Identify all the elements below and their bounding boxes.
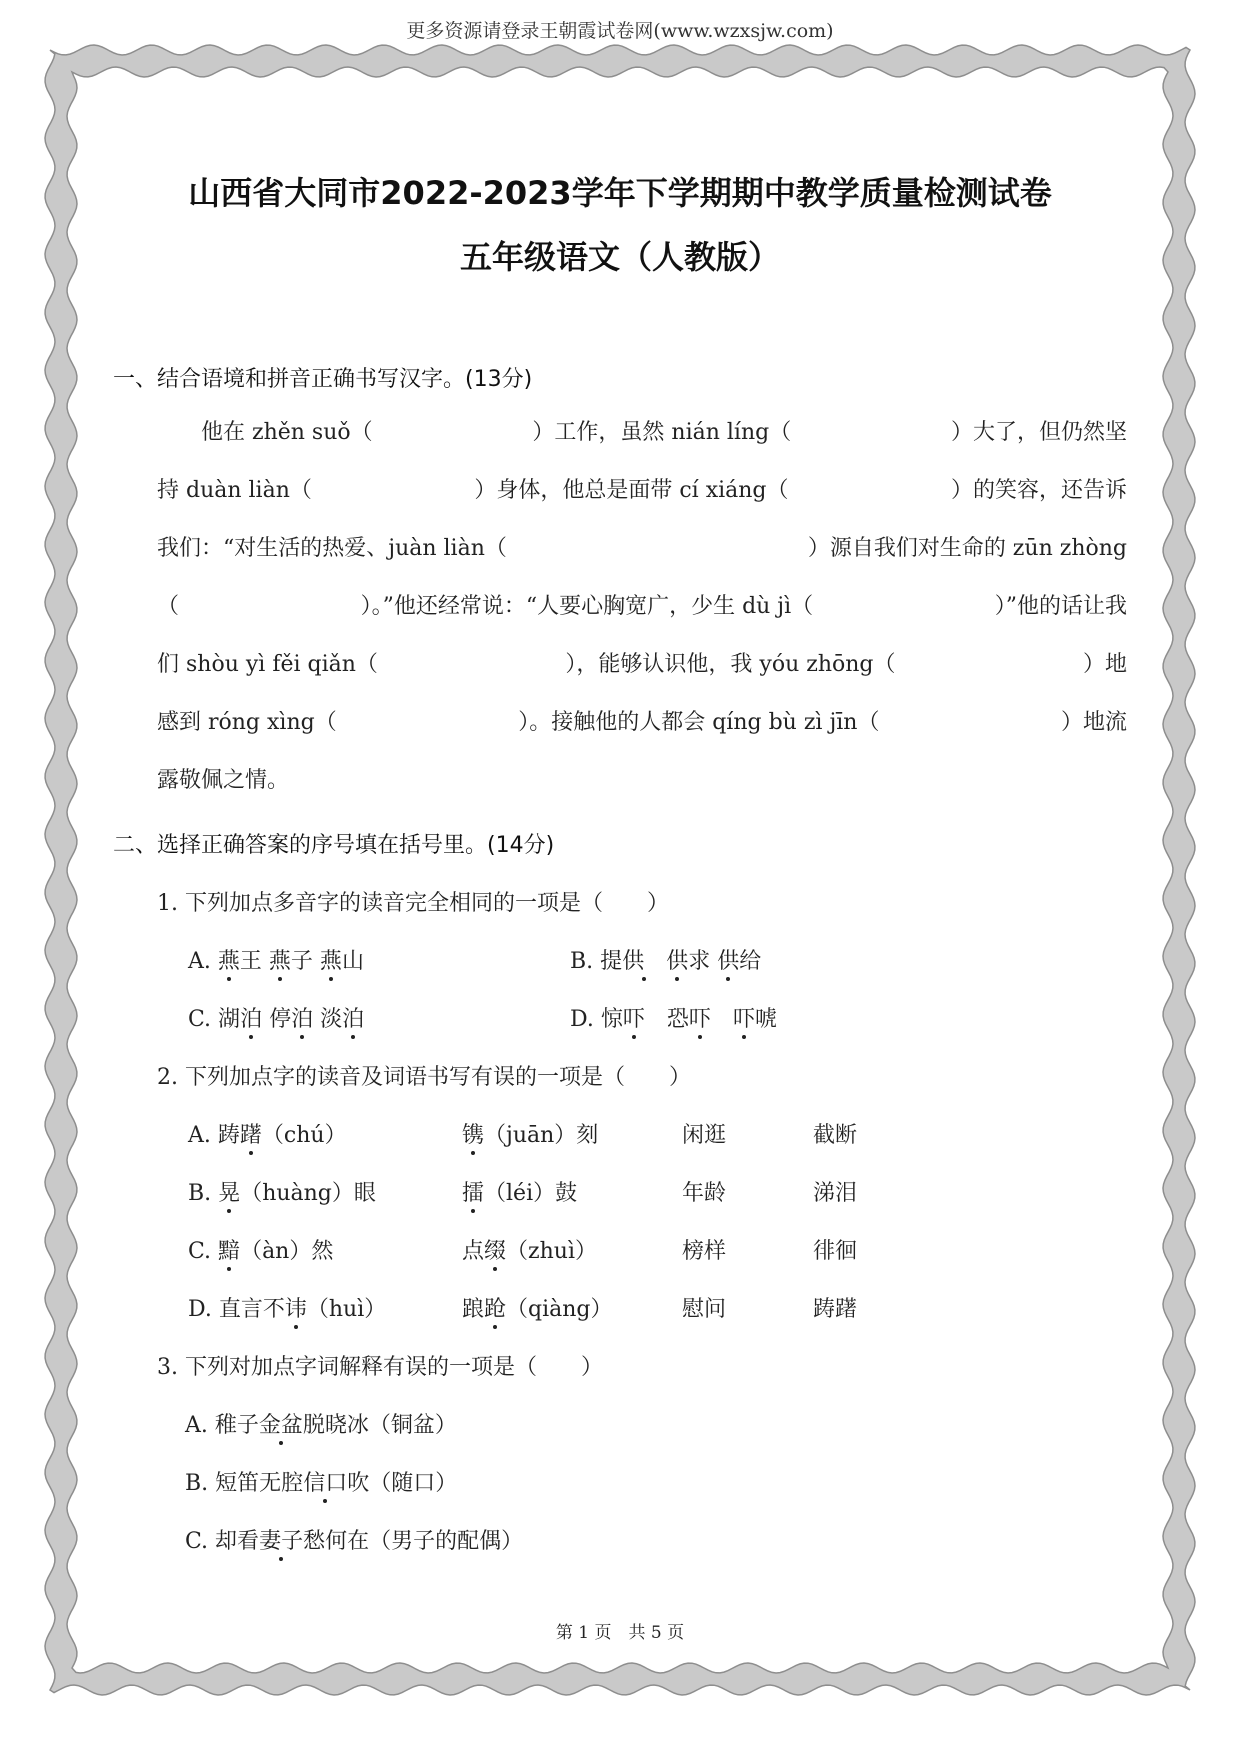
text-segment: 愁何在（男子的配偶） bbox=[303, 1529, 524, 1554]
text-segment: 感到 róng xìng（ bbox=[157, 710, 337, 735]
dotted-char: 泊 bbox=[342, 1002, 364, 1033]
passage-line bbox=[157, 520, 1127, 578]
option-label: B. bbox=[188, 1181, 212, 1206]
text-segment: ），能够认识他，我 yóu zhōng（ bbox=[565, 652, 896, 677]
q2-c-word3: 榜样 bbox=[682, 1239, 727, 1264]
dotted-char: 泊 bbox=[240, 1002, 262, 1033]
option-label: D. bbox=[188, 1297, 212, 1322]
passage-line bbox=[157, 462, 1127, 520]
q2-c-word2 bbox=[462, 1234, 597, 1265]
text-segment: 停 bbox=[262, 1007, 292, 1032]
text-segment: （juān）刻 bbox=[484, 1123, 599, 1148]
q2-a-word4: 截断 bbox=[813, 1123, 858, 1148]
q2-option-b[interactable] bbox=[188, 1176, 376, 1207]
option-label: C. bbox=[185, 1529, 209, 1554]
dotted-char: 燕 bbox=[269, 944, 291, 975]
text-segment: （chú） bbox=[261, 1123, 347, 1148]
dotted-char: 燕 bbox=[218, 944, 240, 975]
text-segment: （qiàng） bbox=[506, 1297, 613, 1322]
text-segment: 们 shòu yì fěi qiǎn（ bbox=[157, 652, 378, 677]
text-segment: 王 bbox=[239, 949, 269, 974]
q2-c-word4: 徘徊 bbox=[813, 1239, 858, 1264]
text-segment: ）。接触他的人都会 qíng bù zì jīn（ bbox=[518, 710, 880, 735]
option-label: C. bbox=[188, 1239, 212, 1264]
q2-b-word3: 年龄 bbox=[682, 1181, 727, 1206]
q3-option-a[interactable] bbox=[185, 1408, 457, 1439]
passage-line bbox=[157, 578, 1127, 636]
text-segment: （huàng）眼 bbox=[240, 1181, 376, 1206]
dotted-char: 镌 bbox=[462, 1118, 484, 1149]
q2-d-word4: 踌躇 bbox=[813, 1297, 858, 1322]
dotted-char: 泊 bbox=[291, 1002, 313, 1033]
text-segment: 提 bbox=[600, 949, 623, 974]
q2-a-word3: 闲逛 bbox=[682, 1123, 727, 1148]
dotted-char: 吓 bbox=[733, 1002, 755, 1033]
text-segment: 稚子 bbox=[214, 1413, 259, 1438]
text-segment: 恐 bbox=[644, 1007, 689, 1032]
passage-line bbox=[157, 404, 1127, 462]
dotted-word: 妻子 bbox=[259, 1524, 303, 1555]
text-segment: 我们：“对生活的热爱、juàn liàn（ bbox=[157, 536, 507, 561]
dotted-char: 供 bbox=[666, 944, 688, 975]
text-segment: 淡 bbox=[313, 1007, 343, 1032]
section2-heading: 二、选择正确答案的序号填在括号里。(14分) bbox=[113, 833, 555, 858]
text-segment: 子 bbox=[290, 949, 320, 974]
option-label: B. bbox=[570, 949, 594, 974]
exam-title: 山西省大同市2022-2023学年下学期期中教学质量检测试卷 bbox=[188, 174, 1052, 212]
option-label: B. bbox=[185, 1471, 209, 1496]
text-segment: （huì） bbox=[306, 1297, 387, 1322]
text-segment: 他在 zhěn suǒ（ bbox=[201, 420, 373, 445]
dotted-char: 躇 bbox=[240, 1118, 262, 1149]
dotted-char: 晃 bbox=[218, 1176, 240, 1207]
q1-option-a[interactable] bbox=[188, 944, 364, 975]
passage-line bbox=[157, 752, 1127, 810]
q2-d-word3: 慰问 bbox=[682, 1297, 727, 1322]
dotted-char: 黯 bbox=[218, 1234, 240, 1265]
text-segment: ）工作，虽然 nián líng（ bbox=[532, 420, 792, 445]
text-segment: 点 bbox=[462, 1239, 485, 1264]
text-segment: 湖 bbox=[218, 1007, 241, 1032]
text-segment: 持 duàn liàn（ bbox=[157, 478, 312, 503]
text-segment: 给 bbox=[739, 949, 762, 974]
text-segment: 短笛无腔 bbox=[215, 1471, 304, 1496]
header-source-link[interactable]: 更多资源请登录王朝霞试卷网(www.wzxsjw.com) bbox=[406, 20, 834, 42]
text-segment: 露敬佩之情。 bbox=[157, 768, 290, 793]
text-segment: ）源自我们对生命的 zūn zhòng bbox=[807, 536, 1127, 561]
dotted-char: 讳 bbox=[285, 1292, 307, 1323]
q2-option-d[interactable] bbox=[188, 1292, 386, 1323]
text-segment: ）身体，他总是面带 cí xiáng（ bbox=[474, 478, 789, 503]
text-segment: 求 bbox=[688, 949, 718, 974]
text-segment: 吹（随口） bbox=[347, 1471, 458, 1496]
question-2-stem: 2. 下列加点字的读音及词语书写有误的一项是（ ） bbox=[157, 1065, 691, 1090]
text-segment: ）地流 bbox=[1060, 710, 1127, 735]
text-segment: 惊 bbox=[600, 1007, 623, 1032]
q2-option-a[interactable] bbox=[188, 1118, 347, 1149]
text-segment: ）。”他还经常说：“人要心胸宽广，少生 dù jì（ bbox=[360, 594, 814, 619]
text-segment: ）大了，但仍然坚 bbox=[950, 420, 1127, 445]
option-label: A. bbox=[185, 1413, 208, 1438]
section1-passage bbox=[157, 404, 1127, 810]
passage-line bbox=[157, 694, 1127, 752]
question-1-stem: 1. 下列加点多音字的读音完全相同的一项是（ ） bbox=[157, 891, 669, 916]
text-segment: 山 bbox=[341, 949, 364, 974]
dotted-char: 吓 bbox=[689, 1002, 711, 1033]
passage-line bbox=[157, 636, 1127, 694]
option-label: C. bbox=[188, 1007, 212, 1032]
question-3-stem: 3. 下列对加点字词解释有误的一项是（ ） bbox=[157, 1355, 603, 1380]
dotted-char: 缀 bbox=[484, 1234, 506, 1265]
q2-b-word2 bbox=[462, 1176, 577, 1207]
dotted-char: 供 bbox=[622, 944, 666, 975]
text-segment: 却看 bbox=[215, 1529, 260, 1554]
q2-d-word2 bbox=[462, 1292, 613, 1323]
q1-option-c[interactable] bbox=[188, 1002, 364, 1033]
text-segment: 踌 bbox=[217, 1123, 240, 1148]
q2-option-c[interactable] bbox=[188, 1234, 333, 1265]
dotted-char: 燕 bbox=[320, 944, 342, 975]
dotted-char: 擂 bbox=[462, 1176, 484, 1207]
dotted-char: 吓 bbox=[623, 1002, 645, 1033]
text-segment: 直言不 bbox=[218, 1297, 285, 1322]
text-segment: （àn）然 bbox=[240, 1239, 334, 1264]
dotted-char: 跄 bbox=[484, 1292, 506, 1323]
q2-b-word4: 涕泪 bbox=[813, 1181, 858, 1206]
text-segment: ）地 bbox=[1082, 652, 1127, 677]
exam-subtitle: 五年级语文（人教版） bbox=[459, 238, 780, 276]
page-number-footer: 第 1 页 共 5 页 bbox=[555, 1623, 685, 1643]
option-label: D. bbox=[570, 1007, 594, 1032]
text-segment: 脱晓冰（铜盆） bbox=[302, 1413, 457, 1438]
section1-heading: 一、结合语境和拼音正确书写汉字。(13分) bbox=[113, 367, 533, 392]
text-segment bbox=[711, 1007, 733, 1032]
text-segment: ）的笑容，还告诉 bbox=[950, 478, 1127, 503]
option-label: A. bbox=[188, 949, 211, 974]
text-segment: （zhuì） bbox=[506, 1239, 597, 1264]
q1-option-b[interactable] bbox=[570, 944, 761, 975]
text-segment: （léi）鼓 bbox=[484, 1181, 578, 1206]
text-segment: ）”他的话让我 bbox=[994, 594, 1127, 619]
text-segment: （ bbox=[157, 594, 180, 619]
q3-option-b[interactable] bbox=[185, 1466, 457, 1497]
q2-a-word2 bbox=[462, 1118, 598, 1149]
option-label: A. bbox=[188, 1123, 211, 1148]
dotted-word: 信口 bbox=[303, 1466, 347, 1497]
dotted-char: 供 bbox=[717, 944, 739, 975]
text-segment: 唬 bbox=[754, 1007, 777, 1032]
q1-option-d[interactable] bbox=[570, 1002, 777, 1033]
q3-option-c[interactable] bbox=[185, 1524, 523, 1555]
dotted-word: 金盆 bbox=[259, 1408, 303, 1439]
text-segment: 踉 bbox=[462, 1297, 485, 1322]
